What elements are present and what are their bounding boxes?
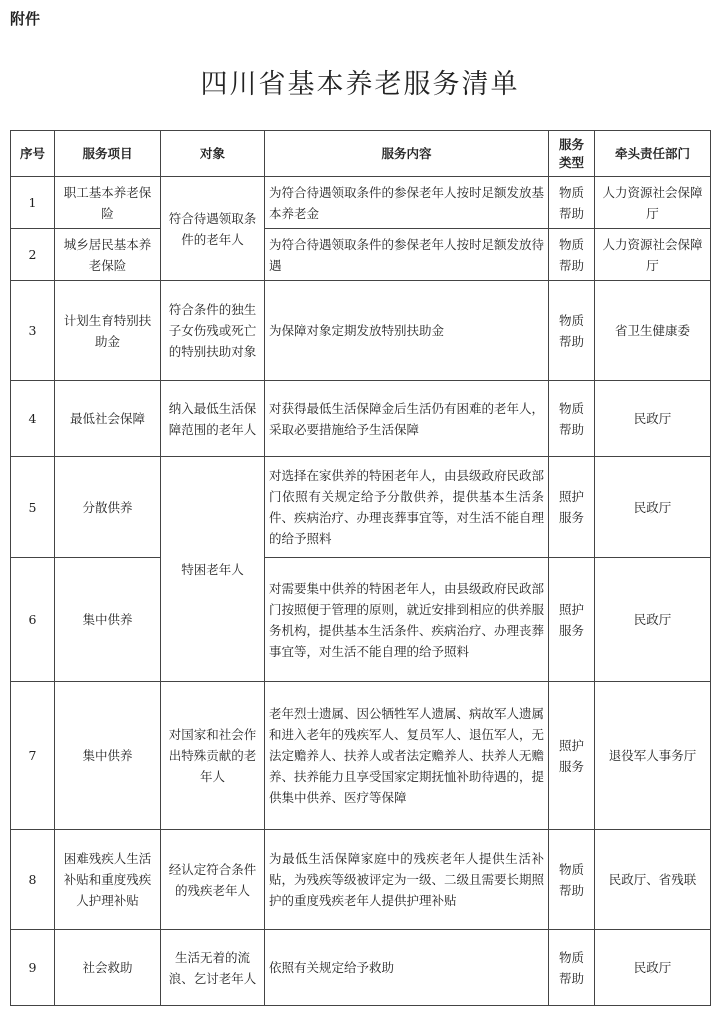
row-dept: 民政厅 [595, 381, 711, 457]
row-no: 1 [11, 177, 55, 229]
table-row [11, 682, 711, 830]
table-row [11, 558, 711, 682]
row-item: 计划生育特别扶助金 [55, 281, 161, 381]
row-type: 物质帮助 [549, 381, 595, 457]
row-target: 生活无着的流浪、乞讨老年人 [161, 930, 265, 1006]
header-type: 服务类型 [549, 131, 595, 177]
row-no: 7 [11, 682, 55, 830]
row-dept: 省卫生健康委 [595, 281, 711, 381]
row-dept: 退役军人事务厅 [595, 682, 711, 830]
table-row [11, 457, 711, 558]
row-content: 为符合待遇领取条件的参保老年人按时足额发放待遇 [265, 229, 549, 281]
table-row [11, 177, 711, 229]
header-no: 序号 [11, 131, 55, 177]
row-target: 符合条件的独生子女伤残或死亡的特别扶助对象 [161, 281, 265, 381]
row-content: 为最低生活保障家庭中的残疾老年人提供生活补贴，为残疾等级被评定为一级、二级且需要长期照护的重度残疾老年人提供护理补贴 [265, 830, 549, 930]
service-list-table [10, 130, 711, 1006]
row-type: 物质帮助 [549, 830, 595, 930]
row-dept: 民政厅 [595, 457, 711, 558]
document-title: 四川省基本养老服务清单 [200, 69, 520, 100]
attachment-label: 附件 [10, 10, 41, 28]
header-content: 服务内容 [265, 131, 549, 177]
row-item: 集中供养 [55, 558, 161, 682]
row-dept: 民政厅、省残联 [595, 830, 711, 930]
row-item: 城乡居民基本养老保险 [55, 229, 161, 281]
row-no: 4 [11, 381, 55, 457]
row-dept: 民政厅 [595, 930, 711, 1006]
row-no: 3 [11, 281, 55, 381]
row-target: 特困老年人 [161, 457, 265, 682]
row-content: 为保障对象定期发放特别扶助金 [265, 281, 549, 381]
table-row [11, 381, 711, 457]
row-dept: 人力资源社会保障厅 [595, 177, 711, 229]
row-target: 经认定符合条件的残疾老年人 [161, 830, 265, 930]
row-type: 物质帮助 [549, 229, 595, 281]
table-row [11, 281, 711, 381]
row-item: 社会救助 [55, 930, 161, 1006]
row-no: 5 [11, 457, 55, 558]
row-item: 困难残疾人生活补贴和重度残疾人护理补贴 [55, 830, 161, 930]
row-no: 6 [11, 558, 55, 682]
row-type: 照护服务 [549, 558, 595, 682]
row-item: 分散供养 [55, 457, 161, 558]
row-item: 最低社会保障 [55, 381, 161, 457]
table-row [11, 229, 711, 281]
row-no: 2 [11, 229, 55, 281]
row-no: 8 [11, 830, 55, 930]
table-row [11, 830, 711, 930]
row-type: 照护服务 [549, 682, 595, 830]
row-type: 物质帮助 [549, 177, 595, 229]
row-target: 对国家和社会作出特殊贡献的老年人 [161, 682, 265, 830]
row-content: 对选择在家供养的特困老年人，由县级政府民政部门依照有关规定给予分散供养，提供基本生活条件、疾病治疗、办理丧葬事宜等，对生活不能自理的给予照料 [265, 457, 549, 558]
row-content: 为符合待遇领取条件的参保老年人按时足额发放基本养老金 [265, 177, 549, 229]
row-content: 对获得最低生活保障金后生活仍有困难的老年人，采取必要措施给予生活保障 [265, 381, 549, 457]
row-dept: 民政厅 [595, 558, 711, 682]
row-item: 职工基本养老保险 [55, 177, 161, 229]
row-target: 纳入最低生活保障范围的老年人 [161, 381, 265, 457]
table-row [11, 930, 711, 1006]
header-dept: 牵头责任部门 [595, 131, 711, 177]
header-target: 对象 [161, 131, 265, 177]
row-content: 依照有关规定给予救助 [265, 930, 549, 1006]
row-type: 照护服务 [549, 457, 595, 558]
table-header-row [11, 131, 711, 177]
header-item: 服务项目 [55, 131, 161, 177]
row-no: 9 [11, 930, 55, 1006]
row-type: 物质帮助 [549, 930, 595, 1006]
row-dept: 人力资源社会保障厅 [595, 229, 711, 281]
row-content: 对需要集中供养的特困老年人，由县级政府民政部门按照便于管理的原则，就近安排到相应的供养服务机构，提供基本生活条件、疾病治疗、办理丧葬事宜等，对生活不能自理的给予照料 [265, 558, 549, 682]
row-content: 老年烈士遗属、因公牺牲军人遗属、病故军人遗属和进入老年的残疾军人、复员军人、退伍军人，无法定赡养人、扶养人或者法定赡养人、扶养人无赡养、扶养能力且享受国家定期抚恤补助待遇的，提供集中供养、医疗等保障 [265, 682, 549, 830]
row-target: 符合待遇领取条件的老年人 [161, 177, 265, 281]
row-type: 物质帮助 [549, 281, 595, 381]
row-item: 集中供养 [55, 682, 161, 830]
